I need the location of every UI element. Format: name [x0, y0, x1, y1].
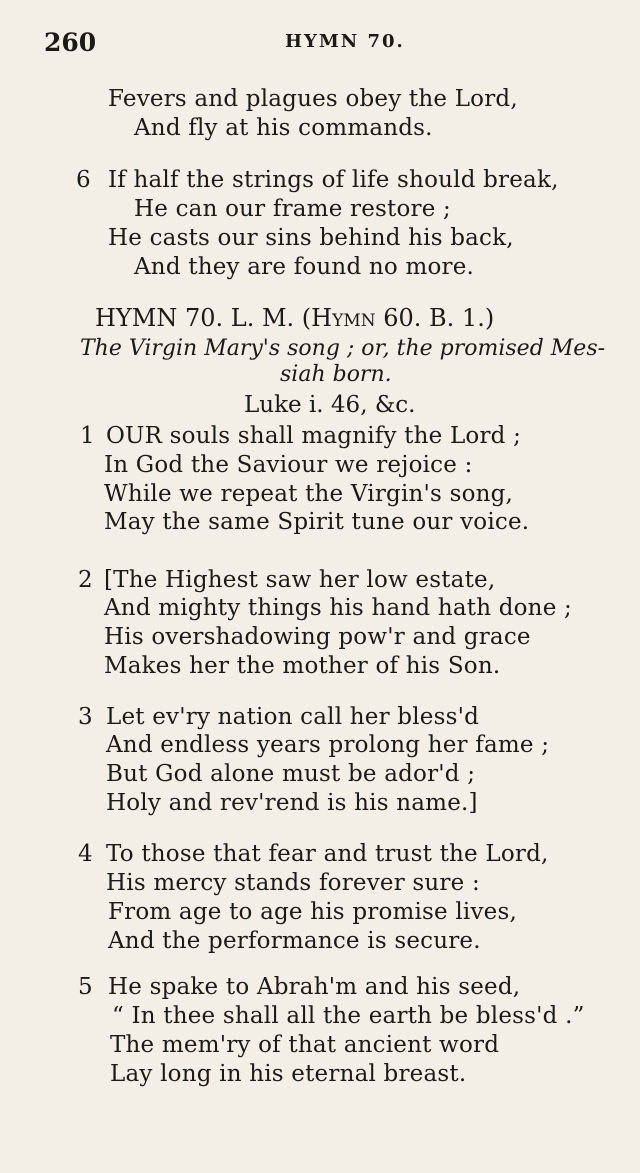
verse-line: His mercy stands forever sure :: [106, 870, 480, 896]
hymn-heading-main: HYMN 70. L. M. (: [95, 304, 312, 332]
verse-line: May the same Spirit tune our voice.: [104, 509, 530, 535]
verse-line: And mighty things his hand hath done ;: [104, 595, 572, 621]
verse-line: “ In thee shall all the earth be bless'd .”: [112, 1003, 585, 1029]
verse-line: If half the strings of life should break,: [108, 167, 559, 193]
verse-line: Makes her the mother of his Son.: [104, 653, 501, 679]
hymn-heading-hymn: Hymn: [311, 304, 376, 332]
hymn-heading-ref: 60. B. 1.): [375, 304, 495, 332]
stanza-number: 3: [78, 704, 93, 730]
hymn-subtitle: The Virgin Mary's song ; or, the promised Mes-: [80, 336, 606, 361]
verse-line: The mem'ry of that ancient word: [110, 1032, 500, 1058]
stanza-number: 5: [78, 974, 93, 1000]
stanza-number: 4: [78, 841, 93, 867]
verse-line: To those that fear and trust the Lord,: [106, 841, 549, 867]
verse-line: Let ev'ry nation call her bless'd: [106, 704, 480, 730]
verse-line: And endless years prolong her fame ;: [106, 732, 550, 758]
verse-line: And fly at his commands.: [134, 115, 433, 141]
verse-line: OUR souls shall magnify the Lord ;: [106, 423, 522, 449]
running-title: HYMN 70.: [285, 31, 405, 52]
verse-line: But God alone must be ador'd ;: [106, 761, 476, 787]
stanza-number: 2: [78, 567, 93, 593]
verse-line: [The Highest saw her low estate,: [104, 567, 496, 593]
verse-line: He can our frame restore ;: [134, 196, 451, 222]
verse-line: From age to age his promise lives,: [108, 899, 518, 925]
verse-line: Fevers and plagues obey the Lord,: [108, 86, 518, 112]
verse-line: While we repeat the Virgin's song,: [104, 481, 514, 507]
verse-line: Holy and rev'rend is his name.]: [106, 790, 478, 816]
verse-line: In God the Saviour we rejoice :: [104, 452, 473, 478]
hymn-heading: [95, 304, 494, 332]
verse-line: And the performance is secure.: [108, 928, 481, 954]
stanza-number: 6: [76, 167, 91, 193]
stanza-number: 1: [80, 423, 95, 449]
page-number: 260: [44, 28, 97, 57]
verse-line: And they are found no more.: [134, 254, 475, 280]
verse-line: His overshadowing pow'r and grace: [104, 624, 531, 650]
scripture-reference: Luke i. 46, &c.: [244, 392, 416, 418]
verse-line: He spake to Abrah'm and his seed,: [108, 974, 521, 1000]
verse-line: Lay long in his eternal breast.: [110, 1061, 467, 1087]
hymn-subtitle: siah born.: [280, 362, 392, 387]
verse-line: He casts our sins behind his back,: [108, 225, 514, 251]
